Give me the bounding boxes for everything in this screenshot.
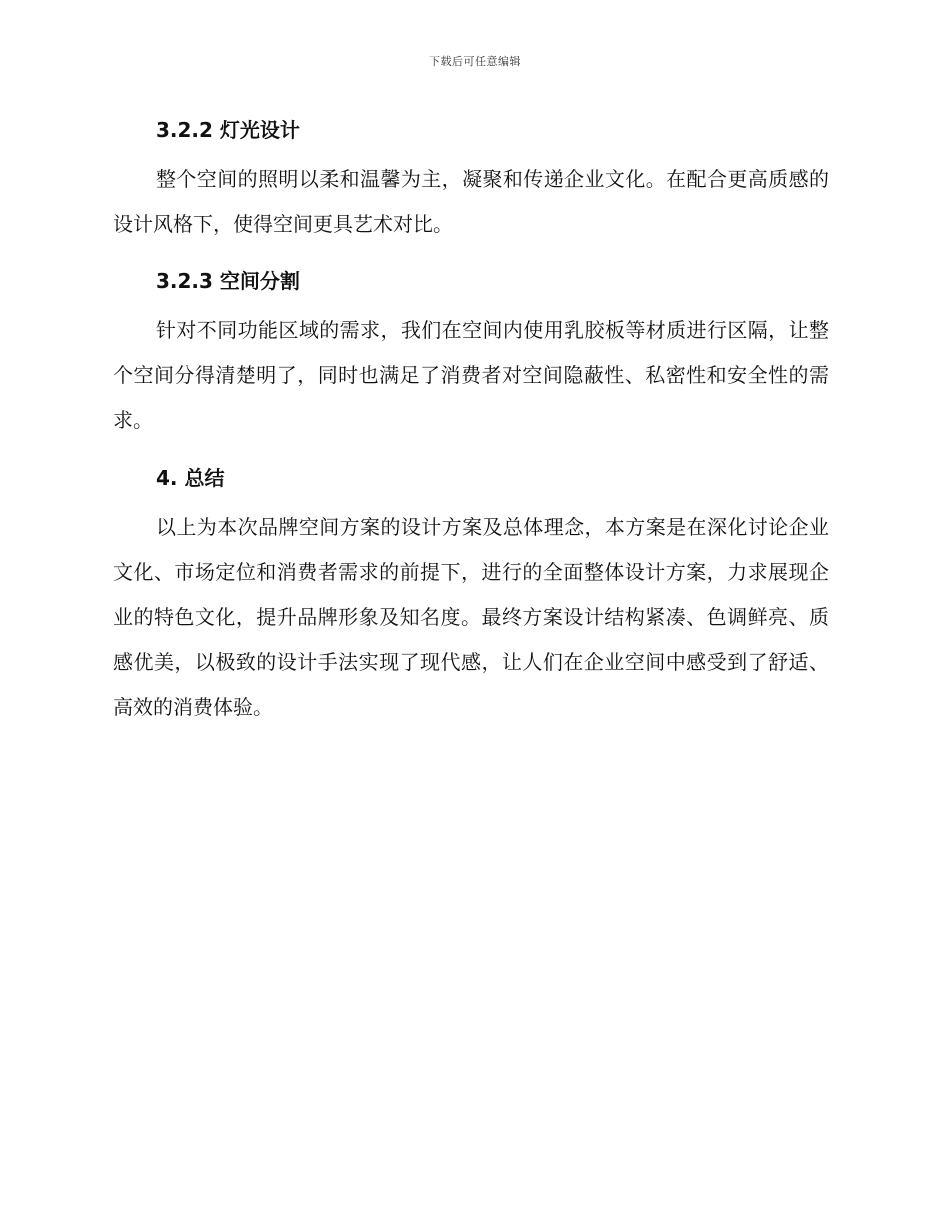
paragraph-space-division: 针对不同功能区域的需求，我们在空间内使用乳胶板等材质进行区隔，让整个空间分得清楚明了，同时也满足了消费者对空间隐蔽性、私密性和安全性的需求。	[113, 318, 829, 432]
document-body	[113, 114, 829, 730]
section-heading-summary: 4. 总结	[156, 466, 225, 490]
paragraph-lighting-design: 整个空间的照明以柔和温馨为主，凝聚和传递企业文化。在配合更高质感的设计风格下，使得空间更具艺术对比。	[113, 167, 829, 236]
paragraph-summary: 以上为本次品牌空间方案的设计方案及总体理念，本方案是在深化讨论企业文化、市场定位和消费者需求的前提下，进行的全面整体设计方案，力求展现企业的特色文化，提升品牌形象及知名度。最终方案设计结构紧凑、色调鲜亮、质感优美，以极致的设计手法实现了现代感，让人们在企业空间中感受到了舒适、高效的消费体验。	[113, 515, 829, 719]
section-heading-lighting-design: 3.2.2 灯光设计	[156, 118, 300, 142]
running-header: 下载后可任意编辑	[429, 55, 521, 68]
section-heading-space-division: 3.2.3 空间分割	[156, 269, 300, 293]
